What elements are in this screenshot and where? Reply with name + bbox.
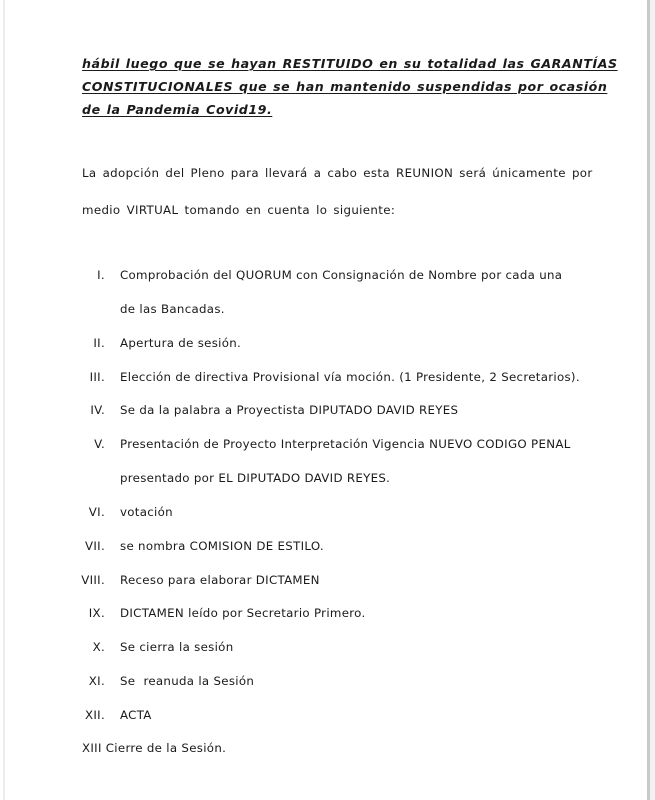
- agenda-text: Se cierra la sesión: [120, 640, 234, 654]
- agenda-number: VIII.: [81, 573, 105, 587]
- agenda-text: Comprobación del QUORUM con Consignación de Nombre por cada una: [120, 268, 563, 282]
- agenda-text: Receso para elaborar DICTAMEN: [120, 573, 320, 587]
- agenda-text: Apertura de sesión.: [120, 336, 242, 350]
- agenda-text: ACTA: [120, 708, 152, 722]
- agenda-item-1-continuation: de las Bancadas.: [120, 302, 225, 316]
- agenda-text: Elección de directiva Provisional vía moción. (1 Presidente, 2 Secretarios).: [120, 370, 580, 384]
- closing-item: XIII Cierre de la Sesión.: [82, 741, 227, 755]
- intro-line-2: medio VIRTUAL tomando en cuenta lo siguiente:: [82, 203, 396, 217]
- agenda-number: X.: [92, 640, 105, 654]
- agenda-text: se nombra COMISION DE ESTILO.: [120, 539, 324, 553]
- agenda-number: V.: [94, 437, 105, 451]
- agenda-number: VII.: [85, 539, 105, 553]
- agenda-number: II.: [93, 336, 105, 350]
- agenda-text: Presentación de Proyecto Interpretación Vigencia NUEVO CODIGO PENAL: [120, 437, 571, 451]
- agenda-number: IX.: [88, 606, 105, 620]
- heading-line: CONSTITUCIONALES que se han mantenido suspendidas por ocasión: [82, 79, 608, 94]
- heading-line: de la Pandemia Covid19.: [82, 102, 273, 117]
- agenda-text: DICTAMEN leído por Secretario Primero.: [120, 606, 366, 620]
- heading-paragraph: [82, 52, 618, 121]
- agenda-item-5-continuation: presentado por EL DIPUTADO DAVID REYES.: [120, 471, 391, 485]
- agenda-text: Se da la palabra a Proyectista DIPUTADO DAVID REYES: [120, 403, 459, 417]
- agenda-text: Se reanuda la Sesión: [120, 674, 255, 688]
- agenda-text: votación: [120, 505, 173, 519]
- intro-line-1: La adopción del Pleno para llevará a cabo esta REUNION será únicamente por: [82, 166, 593, 180]
- agenda-number: XI.: [88, 674, 105, 688]
- agenda-number: III.: [89, 370, 105, 384]
- agenda-number: IV.: [90, 403, 105, 417]
- agenda-number: I.: [97, 268, 105, 282]
- heading-line: hábil luego que se hayan RESTITUIDO en su totalidad las GARANTÍAS: [82, 56, 618, 71]
- viewer-background: [650, 0, 655, 800]
- agenda-number: XII.: [85, 708, 105, 722]
- agenda-number: VI.: [88, 505, 105, 519]
